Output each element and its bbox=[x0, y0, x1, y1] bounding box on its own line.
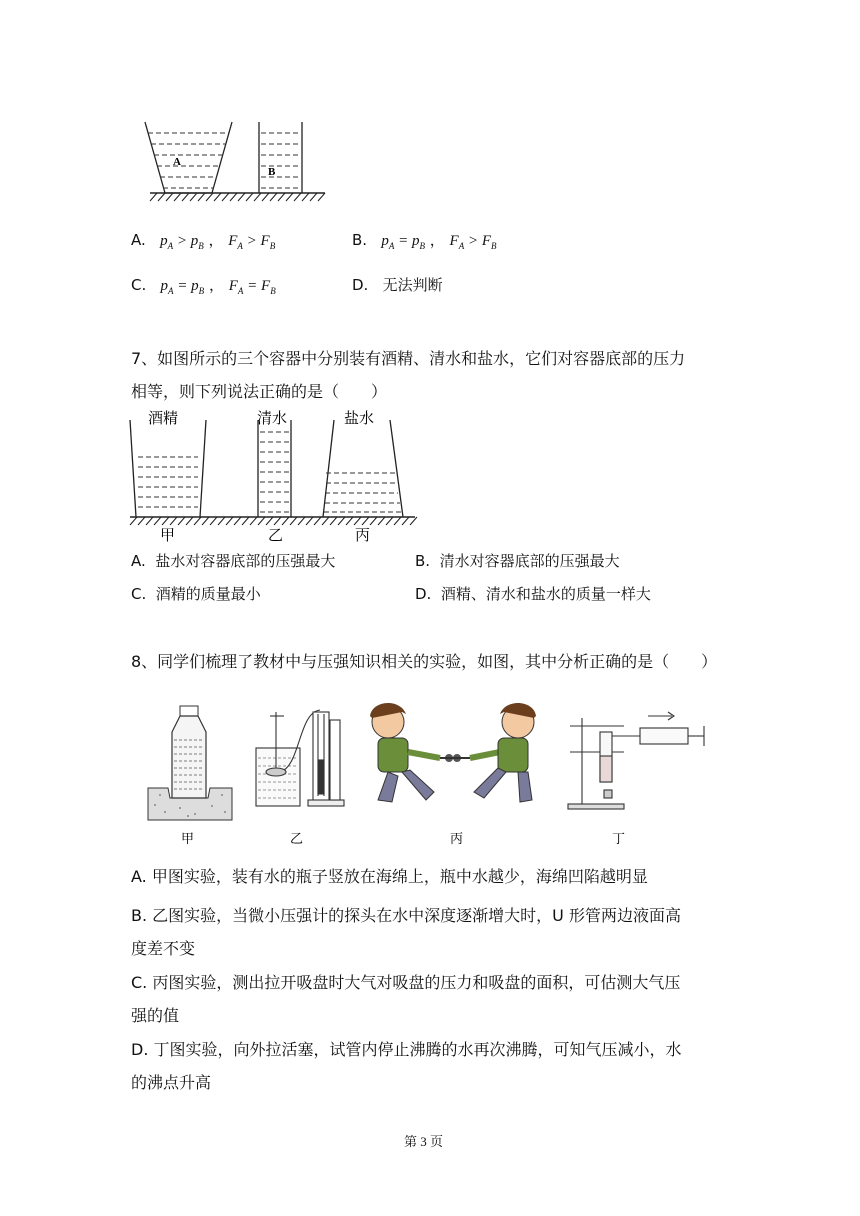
syringe-test-tube-icon bbox=[568, 712, 704, 809]
q7-option-d-text: 酒精、清水和盐水的质量一样大 bbox=[440, 585, 651, 603]
q7-option-a-letter: A. bbox=[131, 552, 146, 570]
q8-option-c-line2: 强的值 bbox=[131, 1006, 180, 1025]
q8-option-d-line1: D. 丁图实验，向外拉活塞，试管内停止沸腾的水再次沸腾，可知气压减小，水 bbox=[131, 1040, 682, 1059]
q7-container-label-jia: 甲 bbox=[160, 526, 176, 544]
q7-container-label-yi: 乙 bbox=[268, 526, 284, 544]
q8-stem: 8、同学们梳理了教材中与压强知识相关的实验，如图，其中分析正确的是（ ） bbox=[131, 652, 718, 671]
q8-figure-label-jia: 甲 bbox=[181, 832, 195, 847]
q6-label-a: A bbox=[173, 156, 181, 168]
q8-option-c[interactable] bbox=[131, 966, 680, 1032]
q8-option-b-line1: B. 乙图实验，当微小压强计的探头在水中深度逐渐增大时，U 形管两边液面高 bbox=[131, 906, 681, 925]
q8-figure-label-bing: 丙 bbox=[450, 832, 464, 847]
q8-option-a[interactable] bbox=[131, 866, 648, 888]
q6-option-b[interactable]: B. $p_A = p_B$ ， $F_A > F_B$ bbox=[352, 231, 497, 251]
q7-container-label-bing: 丙 bbox=[355, 526, 371, 544]
q8-figure-label-ding: 丁 bbox=[612, 832, 626, 847]
bottle-on-sponge-icon bbox=[148, 706, 232, 820]
tug-of-war-boys-icon bbox=[370, 703, 536, 802]
q7-stem-line1: 7、如图所示的三个容器中分别装有酒精、清水和盐水，它们对容器底部的压力 bbox=[131, 349, 686, 368]
q7-liquid-label-saltwater: 盐水 bbox=[344, 409, 375, 427]
q8-option-d[interactable] bbox=[131, 1033, 682, 1099]
q7-option-b-letter: B. bbox=[415, 552, 431, 570]
q6-label-b: B bbox=[268, 166, 276, 178]
q8-option-d-line2: 的沸点升高 bbox=[131, 1073, 212, 1092]
q6-option-d-letter: D. bbox=[352, 276, 369, 294]
pressure-gauge-icon bbox=[256, 710, 344, 806]
q6-option-d-text: 无法判断 bbox=[382, 276, 443, 294]
q8-option-c-line1: C. 丙图实验，测出拉开吸盘时大气对吸盘的压力和吸盘的面积，可估测大气压 bbox=[131, 973, 681, 992]
q7-liquid-label-alcohol: 酒精 bbox=[148, 409, 179, 427]
q8-option-b[interactable] bbox=[131, 899, 681, 965]
q7-option-c-letter: C. bbox=[131, 585, 147, 603]
q8-option-b-line2: 度差不变 bbox=[131, 939, 196, 958]
q7-option-b-text: 清水对容器底部的压强最大 bbox=[439, 552, 620, 570]
q6-option-c[interactable]: C. $p_A = p_B$ ， $F_A = F_B$ bbox=[131, 276, 276, 296]
q7-option-a-text: 盐水对容器底部的压强最大 bbox=[155, 552, 336, 570]
q8-option-a-line1: A. 甲图实验，装有水的瓶子竖放在海绵上，瓶中水越少，海绵凹陷越明显 bbox=[131, 867, 648, 886]
q7-stem-line2: 相等，则下列说法正确的是（ ） bbox=[131, 382, 388, 401]
q6-option-a[interactable]: A. $p_A > p_B$ ， $F_A > F_B$ bbox=[131, 231, 276, 251]
page-number: 第 3 页 bbox=[404, 1134, 444, 1149]
q7-liquid-label-water: 清水 bbox=[257, 409, 288, 427]
q8-figure-label-yi: 乙 bbox=[290, 832, 304, 847]
q7-option-d-letter: D. bbox=[415, 585, 432, 603]
q7-option-c-text: 酒精的质量最小 bbox=[155, 585, 261, 603]
